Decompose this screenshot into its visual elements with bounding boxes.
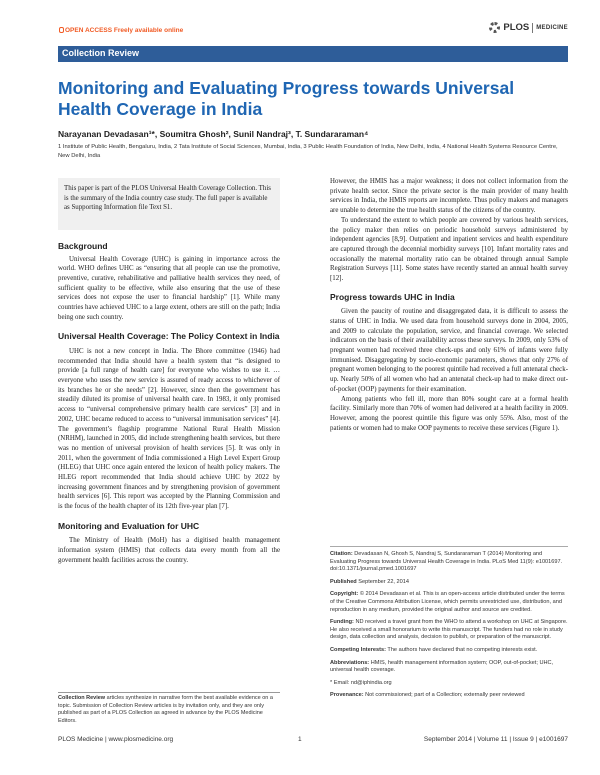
intro-box: [58, 178, 280, 230]
citation-block: Citation: Devadasan N, Ghosh S, Nandraj S, Sundararaman T (2014) Monitoring and Evaluating Progress towards Universal Health Coverage in India. PLoS Med 11(9): e1001697. doi:10.1371/journal.pmed.1001697 Published September 22, 2014 Copyright: © 2014 Devadasan et al. This is an open-access article distributed under the terms of the Creative Commons Attribution License, which permits unrestricted use, distribution, and reproduction in any medium, provided the original author and source are credited. Funding: ND received a travel grant from the WHO to attend a workshop on UHC at Singapore. He also received a small honorarium to write this manuscript. The funders had no role in study design, data collection and analysis, decision to publish, or preparation of the manuscript. Competing Interests: The authors have declared that no competing interests exist. Abbreviations: HMIS, health management information system; OOP, out-of-pocket; UHC, universal health coverage. * Email: nd@iphindia.org Provenance: Not commissioned; part of a Collection; externally peer reviewed: [330, 546, 568, 705]
background-heading: Background: [58, 241, 108, 251]
monitoring-heading: Monitoring and Evaluation for UHC: [58, 520, 200, 531]
open-access-lock-icon: [59, 27, 64, 33]
intro-box-text: This paper is part of the PLOS Universal Health Coverage Collection. This is the summary of the India country case study. The full paper is available as Supporting Information file Text S1.: [64, 185, 271, 212]
publisher-name: PLOS: [503, 22, 530, 33]
copyright-text: © 2014 Devadasan et al. This is an open-access article distributed under the terms of the Creative Commons Attribution License, which permits unrestricted use, distribution, and reproduction in any medium, provided the original author and source are credited.: [330, 591, 565, 613]
affiliations: 1 Institute of Public Health, Bengaluru, India, 2 Tata Institute of Social Sciences, Mumbai, India, 3 Public Health Foundation of India, New Delhi, India, 4 National Health Systems Resource Centre, New Delhi, India: [58, 144, 558, 159]
right-column: [330, 177, 568, 433]
open-access-label: OPEN ACCESS Freely available online: [58, 27, 183, 34]
citation-text: Devadasan N, Ghosh S, Nandraj S, Sundararaman T (2014) Monitoring and Evaluating Progress towards Universal Health Coverage in India. PLoS Med 11(9): e1001697. doi:10.1371/journal.pmed.1001697: [330, 551, 563, 573]
plos-medicine-logo: [489, 22, 568, 33]
page-number: 1: [298, 736, 302, 743]
left-column: [58, 241, 280, 565]
citation-rule: [330, 546, 568, 547]
background-paragraph: Universal Health Coverage (UHC) is gaining in importance across the world. WHO defines UHC as “ensuring that all people can use the promotive, preventive, curative, rehabilitative and palliative health services they need, of sufficient quality to be effective, while also ensuring that the use of these services does not expose the user to financial hardship” [1]. While many countries have achieved UHC to a large extent, others are still on the path; India being one such country.: [58, 255, 280, 321]
provenance-text: Not commissioned; part of a Collection; externally peer reviewed: [363, 692, 525, 699]
progress-paragraph: Given the paucity of routine and disaggregated data, it is difficult to assess the status of UHC in India. We used data from household surveys done in 2004, 2005, and 2009 to calculate the population, service, and financial coverage. We selected indicators on the basis of their availability across these surveys. In 2009, only 53% of pregnant women had received three check-ups and only 61% of infants were fully immunised. Disaggregating by socio-economic parameters, shows that only 27% of pregnant women belonging to the poorest quintile had received a full antenatal check-up. Nearly 50% of all women who had an antenatal check-up had to make direct out-of-pocket (OOP) payments for their examination.: [330, 308, 568, 393]
page-footer: [58, 736, 568, 743]
progress-heading: Progress towards UHC in India: [330, 291, 455, 302]
footer-issue-info: September 2014 | Volume 11 | Issue 9 | e1001697: [423, 736, 568, 743]
section-banner: Collection Review: [58, 46, 568, 62]
footer-journal-url[interactable]: PLOS Medicine | www.plosmedicine.org: [58, 736, 174, 743]
footnote-text: articles synthesize in narrative form the best available evidence on a topic. Submission of Collection Review articles is by invitation only, and they are only published as part of a PLOS Collection as agreed in advance by the PLOS Medicine Editors.: [58, 695, 273, 724]
published-date: September 22, 2014: [356, 578, 409, 585]
coverage-paragraph: To understand the extent to which people are covered by various health services, the policy maker then relies on periodic household surveys administered by independent agencies [8,9]. Outpatient and inpatient services and health expenditure are captured through the decennial morbidity surveys [10]. Infant mortality rates and occasionally the maternal mortality ratio can be obtained through annual Sample Registration Surveys [11]. Some states have recently started an annual health survey [12].: [330, 216, 568, 283]
illness-paragraph: Among patients who fell ill, more than 80% sought care at a formal health facility. Similarly more than 70% of women had delivered at a health facility in 2009. However, among the poorest quintile this figure was only 55%. Also, most of the patients or women had to make OOP payments to receive these services (Figure 1).: [330, 395, 568, 432]
monitoring-paragraph: The Ministry of Health (MoH) has a digitised health management information system (HMIS) that collects data every month from all the government health facilities across the country.: [58, 537, 280, 564]
author-list: Narayanan Devadasan¹*, Soumitra Ghosh², Sunil Nandraj³, T. Sundararaman⁴: [58, 129, 369, 139]
footnote-label: Collection Review: [58, 695, 106, 701]
funding-text: ND received a travel grant from the WHO to attend a workshop on UHC at Singapore. He also received a small honorarium to write this manuscript. The funders had no role in study design, data collection and analysis, decision to publish, or preparation of the manuscript.: [330, 619, 568, 641]
plos-logo-icon: [489, 22, 500, 33]
hmis-paragraph: However, the HMIS has a major weakness; it does not collect information from the private health sector. Since the private sector is the main provider of many health services in India, the HMIS reports are incomplete. Thus policy makers and managers are unable to determine the true health status of the citizens of the country.: [330, 178, 568, 215]
footnote-rule: [58, 692, 280, 693]
abbreviations-text: HMIS, health management information system; OOP, out-of-pocket; UHC, universal health coverage.: [330, 659, 554, 674]
competing-interests-text: The authors have declared that no competing interests exist.: [385, 646, 538, 653]
article-title: Monitoring and Evaluating Progress towards Universal Health Coverage in India: [58, 78, 515, 119]
corresponding-email[interactable]: * Email: nd@iphindia.org: [330, 679, 392, 686]
policy-paragraph: UHC is not a new concept in India. The Bhore committee (1946) had recommended that India should have a health system that “is designed to provide [a full range of health care] for everyone who wishes to use it. …everyone who uses the new service is assured of ready access to whichever of its branches he or she needs” [2]. However, since then the government has steadily diluted its promise of universal health care. In 1983, it only promised access to “universal comprehensive primary health care services” [3] and in 2002, UHC became reduced to access to “universal immunisation services” [4]. The government’s flagship programme National Rural Health Mission (NRHM), launched in 2005, did include strengthening health services, but there was no mention of universal provision of health services [5]. It was only in 2011, when the government of India commissioned a High Level Expert Group (HLEG) that UHC once again entered the lexicon of health policy makers. The HLEG report recommended that India should achieve UHC by 2022 by increasing government finances and by strengthening provision of government health services [6]. This report was accepted by the Planning Commission and is the focus of the health chapter of its 12th five-year plan [7].: [58, 347, 280, 511]
logo-divider: [532, 23, 533, 33]
journal-name: MEDICINE: [536, 24, 568, 31]
policy-heading: Universal Health Coverage: The Policy Context in India: [58, 331, 280, 342]
collection-review-footnote: [58, 695, 280, 725]
